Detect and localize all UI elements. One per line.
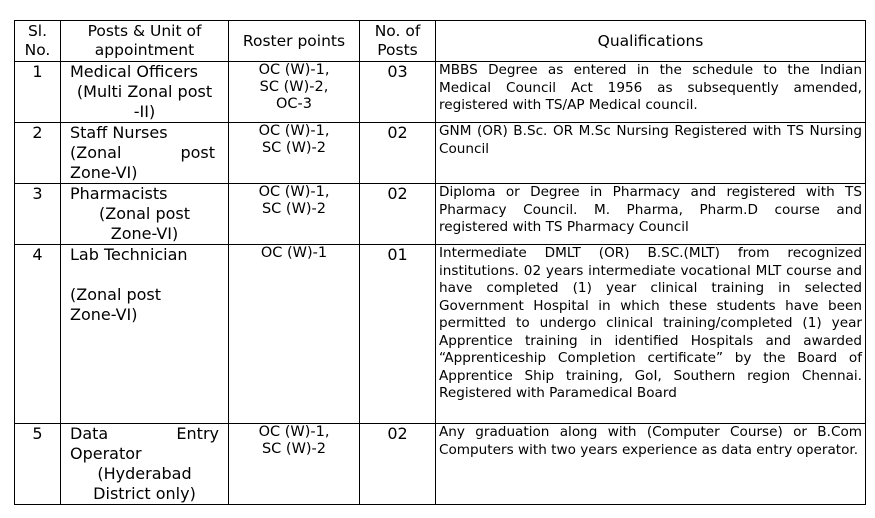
post-cell: Pharmacists (Zonal post Zone-VI) — [61, 184, 229, 245]
post-count-cell: 01 — [360, 245, 436, 424]
post-cell: Data Entry Operator (Hyderabad District only) — [61, 424, 229, 505]
table-row — [15, 123, 866, 184]
table-row — [15, 424, 866, 505]
post-count-cell: 02 — [360, 184, 436, 245]
header-posts-unit: Posts & Unit of appointment — [61, 21, 229, 62]
post-count-cell: 02 — [360, 424, 436, 505]
roster-cell: OC (W)-1, SC (W)-2 — [229, 123, 360, 184]
roster-cell: OC (W)-1 — [229, 245, 360, 424]
table-row — [15, 62, 866, 123]
posts-table — [14, 20, 866, 505]
qualification-cell: MBBS Degree as entered in the schedule to the Indian Medical Council Act 1956 as subsequently amended, registered with TS/AP Medical council. — [436, 62, 866, 123]
post-cell: Medical Officers (Multi Zonal post -II) — [61, 62, 229, 123]
sl-no-cell: 4 — [15, 245, 61, 424]
table-row — [15, 184, 866, 245]
header-roster-points: Roster points — [229, 21, 360, 62]
qualification-cell: Any graduation along with (Computer Course) or B.Com Computers with two years experience as data entry operator. — [436, 424, 866, 505]
roster-cell: OC (W)-1, SC (W)-2 — [229, 424, 360, 505]
sl-no-cell: 3 — [15, 184, 61, 245]
post-cell: Staff Nurses (Zonal post Zone-VI) — [61, 123, 229, 184]
qualification-cell: Diploma or Degree in Pharmacy and registered with TS Pharmacy Council. M. Pharma, Pharm.D course and registered with TS Pharmacy Council — [436, 184, 866, 245]
header-qualifications: Qualifications — [436, 21, 866, 62]
post-count-cell: 03 — [360, 62, 436, 123]
table-row — [15, 245, 866, 424]
sl-no-cell: 5 — [15, 424, 61, 505]
header-sl-no: Sl. No. — [15, 21, 61, 62]
post-count-cell: 02 — [360, 123, 436, 184]
qualification-cell: Intermediate DMLT (OR) B.SC.(MLT) from recognized institutions. 02 years intermediate vocational MLT course and have completed (1) year clinical training in selected Government Hospital in which these students have been permitted to undergo clinical training/completed (1) year Apprentice training in identified Hospitals and awarded “Apprenticeship Completion certificate” by the Board of Apprentice Ship training, GoI, Southern region Chennai. Registered with Paramedical Board — [436, 245, 866, 424]
roster-cell: OC (W)-1, SC (W)-2, OC-3 — [229, 62, 360, 123]
sl-no-cell: 1 — [15, 62, 61, 123]
sl-no-cell: 2 — [15, 123, 61, 184]
header-no-of-posts: No. of Posts — [360, 21, 436, 62]
table-header-row — [15, 21, 866, 62]
post-cell: Lab Technician (Zonal post Zone-VI) — [61, 245, 229, 424]
qualification-cell: GNM (OR) B.Sc. OR M.Sc Nursing Registered with TS Nursing Council — [436, 123, 866, 184]
roster-cell: OC (W)-1, SC (W)-2 — [229, 184, 360, 245]
